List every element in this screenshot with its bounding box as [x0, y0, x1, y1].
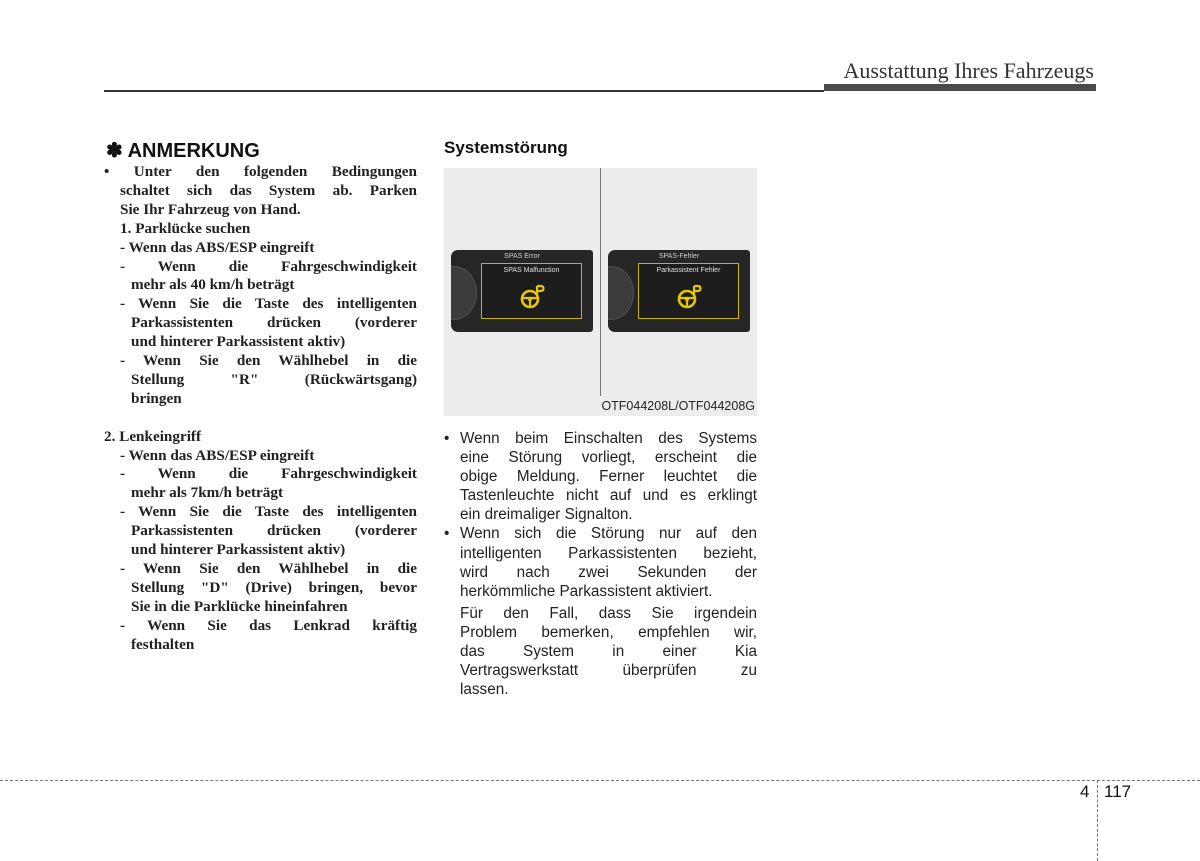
instrument-cluster-right	[608, 250, 750, 332]
note-line: - Wenn die Fahrgeschwindigkeit	[120, 257, 417, 275]
note-heading: ✽ ANMERKUNG	[106, 140, 260, 162]
note-line: mehr als 7km/h beträgt	[131, 484, 284, 502]
note-line: und hinterer Parkassistent aktiv)	[131, 333, 346, 351]
screen-title: SPAS-Fehler	[658, 253, 700, 260]
figure-caption: OTF044208L/OTF044208G	[601, 399, 755, 413]
note-body	[104, 163, 417, 655]
bullet-line: intelligenten Parkassistenten bezieht,	[460, 544, 757, 562]
note-line: mehr als 40 km/h beträgt	[131, 276, 295, 294]
paragraph-line: Vertragswerkstatt überprüfen zu	[460, 662, 757, 680]
page-number: 117	[1104, 782, 1132, 801]
note-line: • Unter den folgenden Bedingungen	[104, 163, 417, 180]
note-line: Sie in die Parklücke hineinfahren	[131, 597, 348, 615]
note-line: - Wenn Sie den Wählhebel in die	[120, 560, 417, 578]
steering-wheel-parking-warning-icon	[518, 283, 546, 311]
note-line: - Wenn Sie die Taste des intelligenten	[120, 503, 417, 521]
paragraph-line: Für den Fall, dass Sie irgendein	[460, 604, 757, 622]
warning-screen	[638, 263, 739, 319]
bullet-line: eine Störung vorliegt, erscheint die	[460, 449, 757, 467]
page-header-title: Ausstattung Ihres Fahrzeugs	[843, 58, 1094, 83]
header-rule	[104, 90, 824, 92]
note-line: Sie Ihr Fahrzeug von Hand.	[120, 200, 301, 218]
bullet-line: herkömmliche Parkassistent aktiviert.	[460, 582, 713, 600]
note-line: - Wenn die Fahrgeschwindigkeit	[120, 465, 417, 483]
bullet-line: obige Meldung. Ferner leuchtet die	[460, 468, 757, 486]
note-line: 2. Lenkeingriff	[104, 427, 202, 445]
warning-screen	[481, 263, 582, 319]
screen-message: SPAS Malfunction	[503, 267, 560, 274]
bullet-mark: •	[444, 525, 450, 543]
note-line: - Wenn das ABS/ESP eingreift	[120, 446, 315, 464]
note-line: Stellung "R" (Rückwärtsgang)	[131, 370, 417, 388]
figure-divider	[600, 168, 601, 396]
screen-message: Parkassistent Fehler	[656, 267, 721, 274]
note-line: - Wenn Sie den Wählhebel in die	[120, 352, 417, 370]
bullet-line: Wenn sich die Störung nur auf den	[460, 525, 757, 543]
footer-divider	[1097, 780, 1098, 861]
note-line: - Wenn Sie das Lenkrad kräftig	[120, 616, 417, 634]
header-rule-accent	[824, 84, 1096, 91]
bullet-item	[444, 429, 757, 524]
note-line: 1. Parklücke suchen	[120, 219, 251, 237]
paragraph-line: Problem bemerken, empfehlen wir,	[460, 623, 757, 641]
bullet-line: wird nach zwei Sekunden der	[460, 563, 757, 581]
note-line: Parkassistenten drücken (vorderer	[131, 522, 417, 540]
note-line: schaltet sich das System ab. Parken	[120, 181, 417, 199]
chapter-number: 4	[1080, 782, 1090, 801]
note-line: - Wenn Sie die Taste des intelligenten	[120, 295, 417, 313]
note-line: festhalten	[131, 635, 195, 653]
steering-wheel-parking-warning-icon	[675, 283, 703, 311]
note-line: und hinterer Parkassistent aktiv)	[131, 541, 346, 559]
bullet-line: Wenn beim Einschalten des Systems	[460, 430, 757, 447]
footer-rule	[0, 780, 1200, 781]
screen-title: SPAS Error	[504, 253, 540, 260]
section-body	[444, 429, 757, 699]
bullet-mark: •	[444, 430, 450, 447]
bullet-line: Tastenleuchte nicht auf und es erklingt	[460, 487, 757, 505]
bullet-item	[444, 524, 757, 600]
paragraph-line: das System in einer Kia	[460, 643, 757, 661]
note-line: bringen	[131, 389, 182, 407]
bullet-line: ein dreimaliger Signalton.	[460, 506, 633, 524]
dial-icon	[608, 266, 634, 320]
note-spacer	[104, 409, 417, 428]
advice-paragraph	[444, 604, 757, 699]
note-line: Parkassistenten drücken (vorderer	[131, 314, 417, 332]
cluster-figure	[444, 168, 757, 416]
note-line: Stellung "D" (Drive) bringen, bevor	[131, 578, 417, 596]
note-line: - Wenn das ABS/ESP eingreift	[120, 238, 315, 256]
paragraph-line: lassen.	[460, 681, 509, 699]
section-heading: Systemstörung	[444, 138, 568, 157]
dial-icon	[451, 266, 477, 320]
instrument-cluster-left	[451, 250, 593, 332]
